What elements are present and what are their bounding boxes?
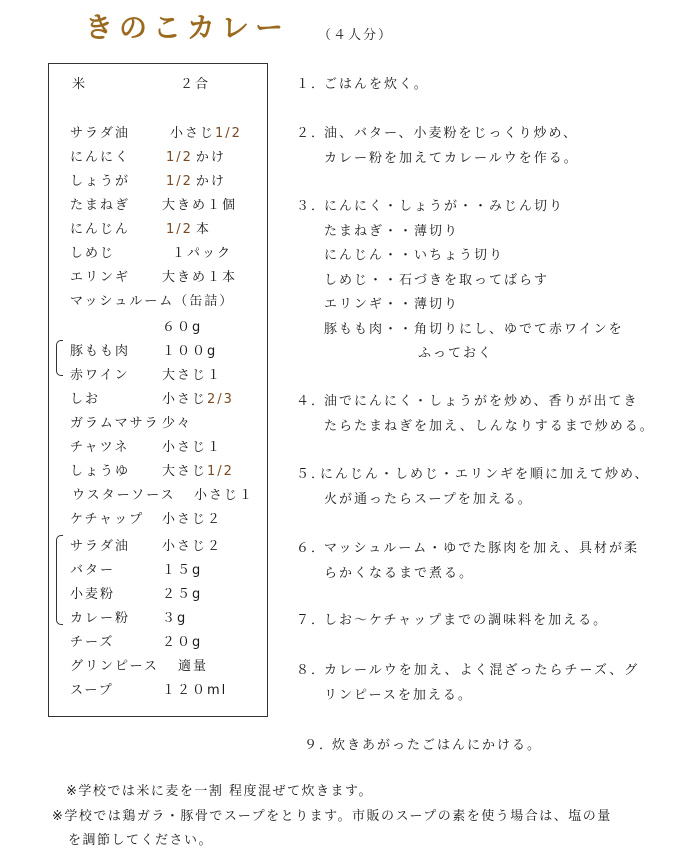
step-text: エリンギ・・薄切り [324, 297, 460, 312]
ingredient-row [70, 388, 234, 407]
ingredient-amount: 大きめ１個 [162, 198, 238, 213]
ingredient-unit: かけ [195, 174, 226, 189]
ingredient-amount: ２５g [162, 587, 203, 602]
step-text: 炊きあがったごはんにかける。 [332, 738, 543, 753]
ingredient-row [70, 508, 223, 527]
ingredient-row [70, 412, 193, 431]
ingredient-row [70, 583, 203, 602]
ingredient-amount: 小さじ1/2 [170, 126, 242, 141]
step-text: らかくなるまで煮る。 [324, 565, 475, 581]
ingredient-amount [166, 170, 226, 189]
step-text: たらたまねぎを加え、しんなりするまで炒める。 [324, 418, 655, 434]
step-text: にんじん・しめじ・エリンギを順に加えて炒め、 [320, 467, 650, 482]
ingredient-row [70, 559, 203, 578]
ingredient-name: にんにく [70, 150, 131, 165]
ingredient-row [70, 146, 226, 165]
ingredient-name: チャツネ [70, 440, 130, 455]
ingredient-amount [166, 146, 226, 165]
ingredient-fraction: 1/2 [207, 464, 234, 479]
ingredient-row [70, 340, 218, 359]
step-text: ふっておく [418, 346, 494, 361]
servings-label: （４人分） [318, 28, 394, 43]
step-number: ８． [296, 663, 327, 678]
step-number: ５． [296, 467, 327, 482]
ingredient-amount: ６０g [162, 320, 203, 335]
ingredient-amount: 少々 [162, 416, 193, 431]
ingredient-name: 米 [72, 77, 88, 92]
ingredient-row [70, 290, 234, 309]
step-text: カレー粉を加えてカレールウを作る。 [324, 150, 579, 166]
ingredient-amount: 小さじ１ [194, 488, 255, 503]
ingredient-name: しお [70, 392, 101, 407]
step-number: ９． [304, 738, 335, 753]
ingredient-name: 豚もも肉 [70, 344, 131, 359]
roux-group-bracket [56, 535, 63, 625]
step-text: 油でにんにく・しょうがを炒め、香りが出てき [324, 394, 639, 409]
ingredient-row [70, 460, 234, 479]
ingredient-name: マッシュルーム（缶詰） [70, 294, 235, 309]
step-text: しめじ・・石づきを取ってばらす [324, 272, 550, 288]
ingredient-name: にんじん [70, 222, 131, 237]
ingredient-name: エリンギ [70, 270, 131, 285]
ingredient-name: しょうが [70, 174, 131, 189]
ingredient-row [70, 631, 203, 650]
ingredient-amount: １パック [172, 246, 233, 261]
ingredient-name: チーズ [70, 635, 115, 650]
ingredient-name: たまねぎ [70, 198, 131, 213]
ingredient-row [70, 266, 238, 285]
ingredient-fraction: 1/2 [166, 222, 193, 237]
ingredient-unit: 本 [195, 222, 211, 237]
ingredient-name: しめじ [70, 246, 116, 261]
step-text: にんじん・・いちょう切り [324, 248, 505, 263]
ingredient-name: スープ [70, 683, 114, 698]
ingredient-amount: ２合 [180, 77, 211, 92]
ingredient-name: ウスターソース [72, 488, 176, 503]
ingredient-name: 赤ワイン [70, 368, 130, 383]
ingredient-row [70, 194, 238, 213]
ingredient-row [72, 484, 255, 503]
ingredient-name: しょうゆ [70, 464, 131, 479]
ingredient-name: 小麦粉 [70, 587, 116, 602]
ingredient-name: バター [70, 563, 116, 578]
ingredient-amount: １００g [162, 344, 218, 359]
ingredient-row [70, 535, 223, 554]
ingredient-amount: ２０g [162, 635, 203, 650]
ingredient-name: ガラムマサラ [70, 416, 160, 431]
ingredient-row [70, 655, 209, 674]
step-text: にんにく・しょうが・・みじん切り [324, 199, 565, 214]
step-text: 火が通ったらスープを加える。 [324, 491, 533, 507]
ingredient-row [72, 73, 211, 92]
step-number: １． [296, 77, 327, 92]
ingredient-amount: １２０ml [162, 683, 228, 698]
step-number: ４． [296, 394, 327, 409]
ingredient-amount [166, 218, 211, 237]
ingredient-amount: 小さじ１ [162, 440, 223, 455]
ingredient-amount: 大きめ１本 [162, 270, 238, 285]
ingredient-row [70, 607, 188, 626]
ingredient-amount: １５g [162, 563, 203, 578]
ingredient-unit: かけ [195, 150, 226, 165]
ingredient-fraction: 1/2 [166, 174, 193, 189]
ingredient-name: グリンピース [70, 659, 159, 674]
ingredient-amount: 適量 [178, 659, 209, 674]
ingredient-name: サラダ油 [70, 126, 130, 141]
ingredient-fraction: 2/3 [207, 392, 234, 407]
note-3: を調節してください。 [68, 833, 214, 848]
ingredient-row [70, 679, 228, 698]
ingredient-amount: 大さじ1/2 [162, 464, 234, 479]
ingredient-amount: 小さじ２ [162, 512, 223, 527]
note-2: ※学校では鶏ガラ・豚骨でスープをとります。市販のスープの素を使う場合は、塩の量 [52, 809, 612, 824]
step-text: カレールウを加え、よく混ざったらチーズ、グ [324, 663, 640, 678]
ingredient-row [70, 436, 223, 455]
step-number: ６． [296, 541, 327, 556]
ingredient-amount: 小さじ２ [162, 539, 223, 554]
ingredient-fraction: 1/2 [166, 150, 193, 165]
step-text: たまねぎ・・薄切り [324, 223, 460, 239]
step-number: ３． [296, 199, 327, 214]
ingredient-amount: ３g [162, 611, 188, 626]
ingredient-amount: 大さじ１ [162, 368, 223, 383]
ingredient-row [70, 122, 242, 141]
step-text: 豚もも肉・・角切りにし、ゆでて赤ワインを [324, 321, 624, 337]
step-text: マッシュルーム・ゆでた豚肉を加え、具材が柔 [324, 541, 640, 556]
step-text: 油、バター、小麦粉をじっくり炒め、 [324, 126, 578, 141]
step-number: ２． [296, 126, 327, 141]
ingredient-row [70, 242, 233, 261]
ingredient-row [70, 364, 223, 383]
ingredient-amount: 小さじ2/3 [162, 392, 234, 407]
step-text: しお～ケチャップまでの調味料を加える。 [324, 613, 609, 628]
ingredient-row [70, 170, 226, 189]
ingredient-fraction: 1/2 [215, 126, 242, 141]
recipe-title: きのこカレー [85, 11, 290, 44]
ingredient-name: ケチャップ [70, 512, 145, 527]
step-text: ごはんを炊く。 [324, 77, 429, 92]
step-text: リンピースを加える。 [324, 687, 473, 703]
ingredient-name: カレー粉 [70, 611, 131, 626]
step-number: ７． [296, 613, 327, 628]
ingredient-name: サラダ油 [70, 539, 130, 554]
note-1: ※学校では米に麦を一割 程度混ぜて炊きます。 [66, 784, 373, 799]
ingredient-row [70, 218, 211, 237]
meat-group-bracket [56, 340, 63, 376]
